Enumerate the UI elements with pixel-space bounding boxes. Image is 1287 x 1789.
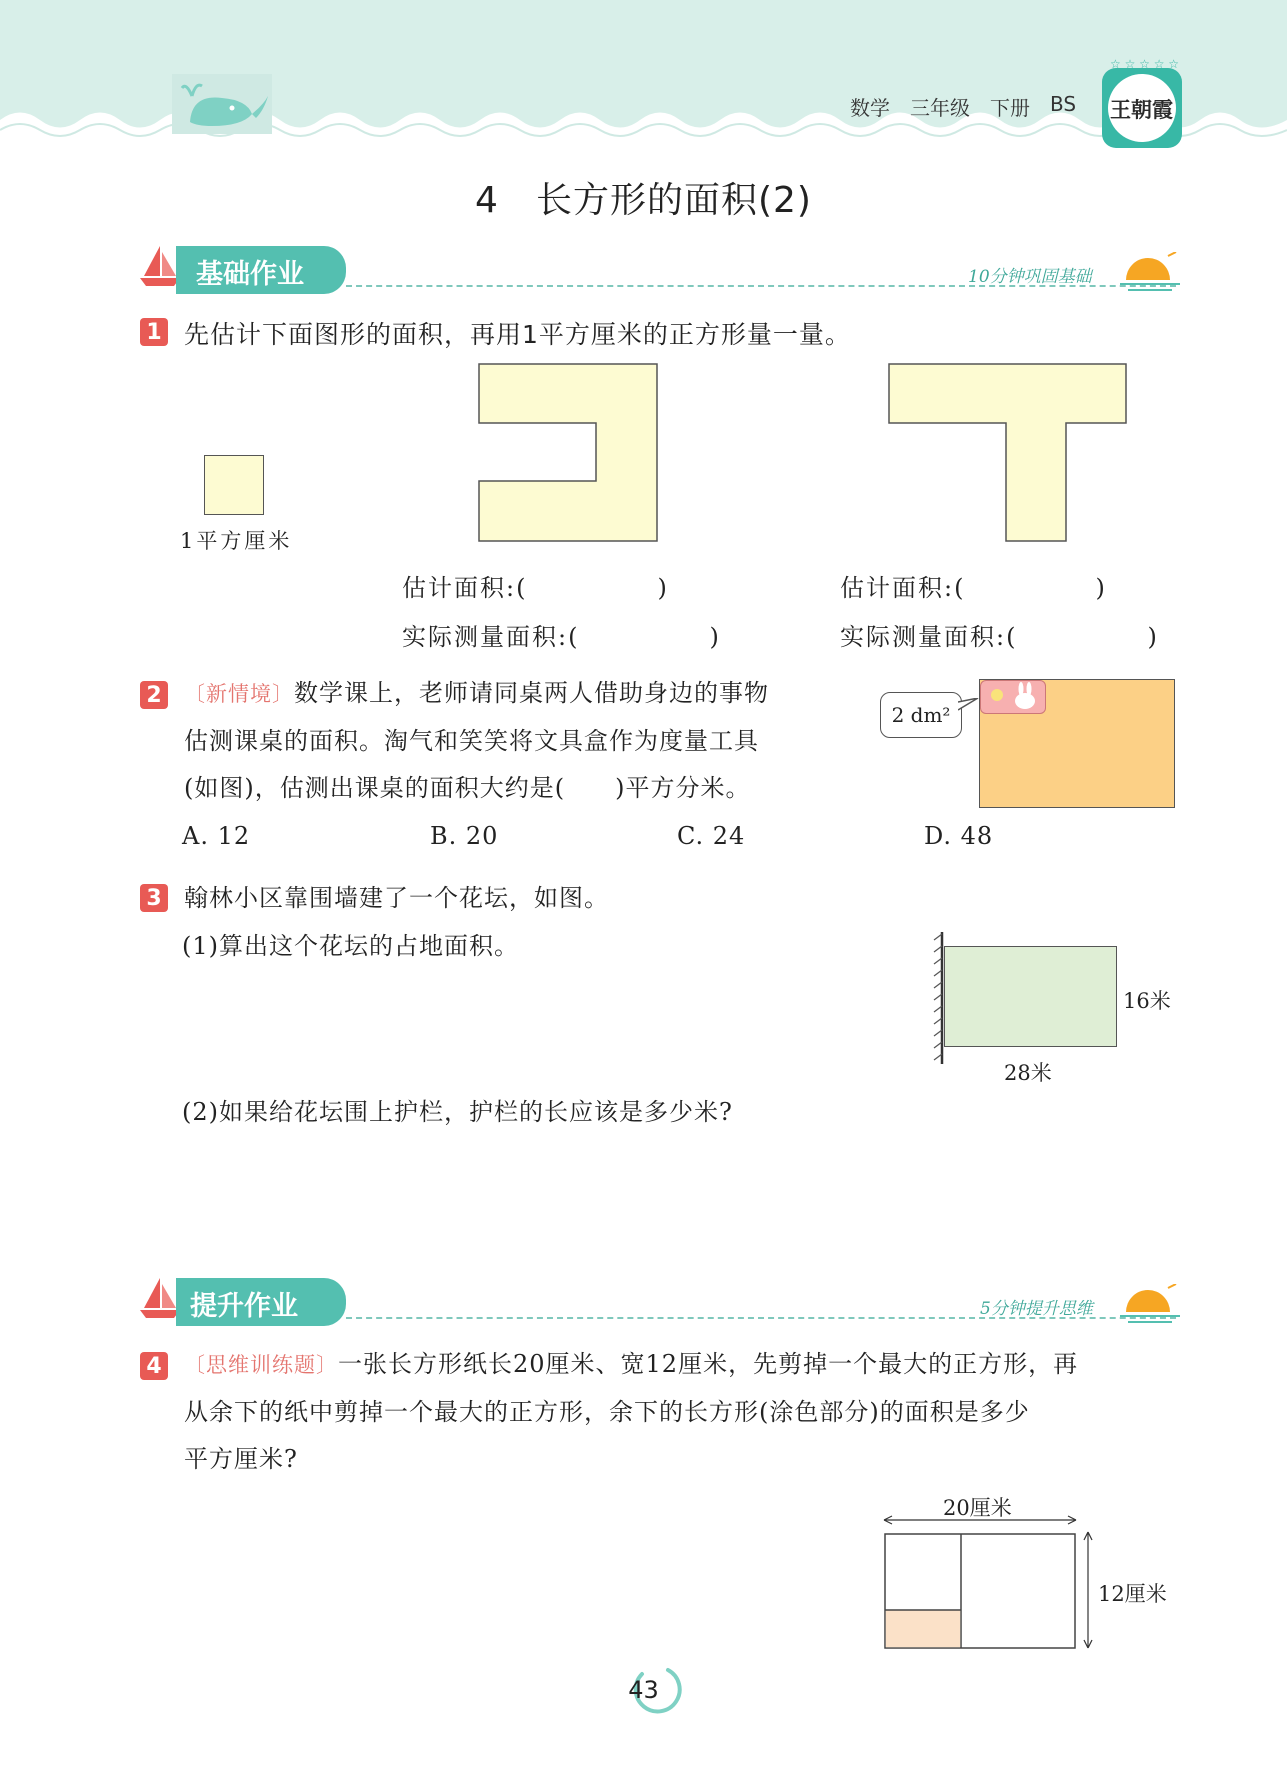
question-4-text <box>184 1341 1184 1483</box>
question-2-number: 2 <box>140 681 168 709</box>
question-3-text: 翰林小区靠围墙建了一个花坛，如图。 <box>184 884 609 912</box>
section1-tip: 10分钟巩固基础 <box>968 267 1092 287</box>
unit-square-label: 1平方厘米 <box>180 529 293 553</box>
speech-bubble-text: 2 dm² <box>891 703 951 727</box>
section2-tip: 5分钟提升思维 <box>980 1299 1093 1319</box>
brand-logo <box>1100 58 1184 152</box>
sailboat-icon <box>140 244 180 288</box>
question-1-text: 先估计下面图形的面积，再用1平方厘米的正方形量一量。 <box>184 320 851 349</box>
unit-square-shape <box>204 455 264 515</box>
sailboat-icon <box>140 1276 180 1320</box>
question-4-number: 4 <box>140 1352 168 1380</box>
question-4-tag: 〔思维训练题〕 <box>184 1353 338 1377</box>
paper-length-label: 20厘米 <box>943 1496 1012 1520</box>
actual-area-a: 实际测量面积:( ) <box>402 623 721 651</box>
question-4-line2: 从余下的纸中剪掉一个最大的正方形，余下的长方形(涂色部分)的面积是多少 <box>184 1398 1030 1426</box>
page-number: 43 <box>628 1676 659 1704</box>
estimate-area-a: 估计面积:( ) <box>402 574 669 602</box>
question-2-tag: 〔新情境〕 <box>184 682 294 706</box>
option-b[interactable]: B. 20 <box>430 822 499 850</box>
whale-icon <box>172 74 272 134</box>
question-2-line3: (如图)，估测出课桌的面积大约是( )平方分米。 <box>184 774 751 802</box>
section2-label: 提升作业 <box>190 1291 298 1322</box>
question-2-line2: 估测课桌的面积。淘气和笑笑将文具盒作为度量工具 <box>184 727 759 755</box>
option-d[interactable]: D. 48 <box>924 822 994 850</box>
question-3-sub2: (2)如果给花坛围上护栏，护栏的长应该是多少米? <box>182 1098 733 1126</box>
header-edition: BS <box>1050 92 1077 116</box>
bunny-icon <box>981 681 1045 713</box>
flower-bed-figure <box>944 946 1117 1047</box>
question-1-number: 1 <box>140 318 168 346</box>
header-volume: 下册 <box>990 96 1030 120</box>
brand-name: 王朝霞 <box>1110 97 1173 122</box>
question-4-line3: 平方厘米? <box>184 1445 298 1473</box>
sunrise-icon <box>1120 1284 1182 1328</box>
question-2-text <box>184 670 874 812</box>
question-3-sub1: (1)算出这个花坛的占地面积。 <box>182 932 519 960</box>
speech-bubble <box>880 692 962 738</box>
speech-bubble-tail-icon <box>958 698 980 714</box>
option-a[interactable]: A. 12 <box>182 822 251 850</box>
header-meta <box>850 92 1076 121</box>
svg-text:☆ ☆ ☆ ☆ ☆: ☆ ☆ ☆ ☆ ☆ <box>1110 58 1180 71</box>
c-shape-figure <box>478 363 660 543</box>
question-3-number: 3 <box>140 884 168 912</box>
question-2-line1: 数学课上，老师请同桌两人借助身边的事物 <box>294 679 769 707</box>
option-c[interactable]: C. 24 <box>677 822 746 850</box>
page-title: 4 长方形的面积(2) <box>475 180 812 221</box>
t-shape-figure <box>888 363 1128 543</box>
question-4-line1: 一张长方形纸长20厘米、宽12厘米，先剪掉一个最大的正方形，再 <box>338 1350 1079 1378</box>
header-subject: 数学 <box>850 96 890 120</box>
sunrise-icon <box>1120 252 1182 296</box>
flower-bed-width-label: 16米 <box>1123 989 1171 1013</box>
flower-bed-length-label: 28米 <box>1004 1061 1052 1085</box>
header-grade: 三年级 <box>910 96 970 120</box>
section1-label: 基础作业 <box>196 259 304 290</box>
paper-figure <box>880 1510 1080 1660</box>
paper-width-arrow <box>1080 1530 1096 1650</box>
paper-width-label: 12厘米 <box>1098 1582 1167 1606</box>
pencil-case-icon <box>980 680 1046 714</box>
actual-area-b: 实际测量面积:( ) <box>840 623 1159 651</box>
estimate-area-b: 估计面积:( ) <box>840 574 1107 602</box>
